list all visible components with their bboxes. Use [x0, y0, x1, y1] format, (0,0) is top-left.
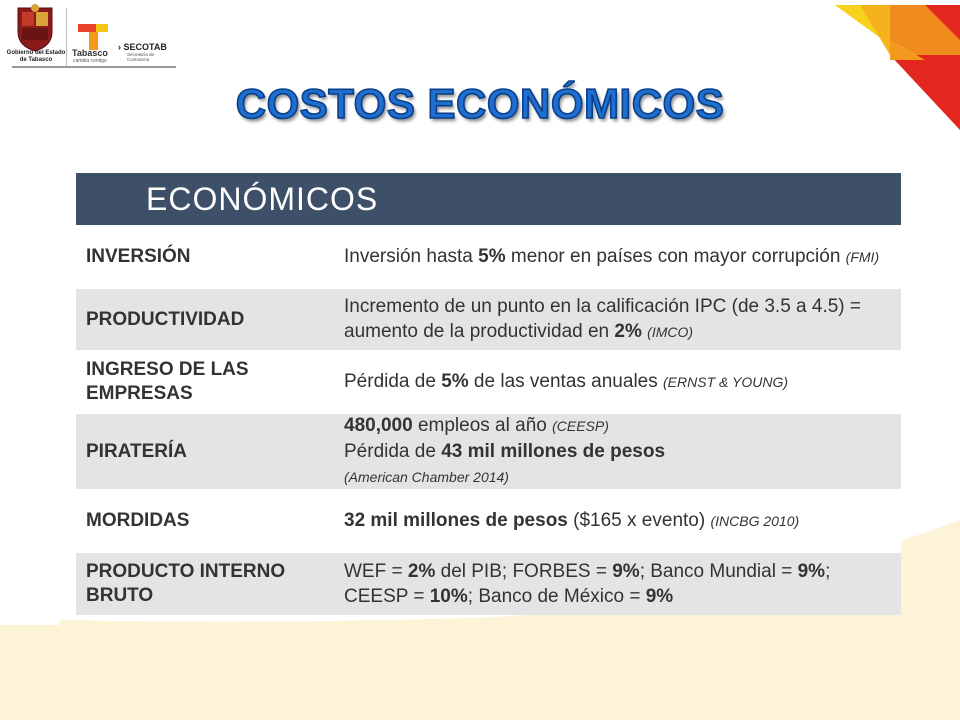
text-segment: ; Banco Mundial = — [639, 561, 798, 582]
secotab-subtitle: Secretaría de Contraloría — [127, 52, 155, 62]
bold-text: 32 mil millones de pesos — [344, 510, 568, 531]
description-paragraph — [344, 369, 891, 395]
logo-underline — [12, 66, 176, 68]
source-citation: (CEESP) — [552, 418, 609, 434]
bold-text: 9% — [797, 561, 826, 582]
bold-text: 43 mil millones de pesos — [441, 441, 666, 462]
source-citation: (INCBG 2010) — [710, 513, 800, 529]
source-citation: (IMCO) — [647, 324, 694, 340]
bold-text: 480,000 — [344, 415, 413, 436]
gobierno-caption: Gobierno del Estado de Tabasco — [6, 50, 66, 63]
logo-divider — [66, 8, 67, 66]
description-line — [344, 464, 891, 490]
row-label: MORDIDAS — [86, 510, 190, 531]
table-row — [76, 287, 901, 350]
text-segment: de las ventas anuales — [468, 371, 664, 392]
slide-title: COSTOS ECONÓMICOS — [235, 80, 725, 127]
bold-text: 9% — [645, 586, 674, 607]
text-segment: empleos al año — [412, 415, 553, 436]
row-label: PRODUCTO INTERNO BRUTO — [86, 561, 286, 606]
bold-text: 5% — [441, 371, 469, 392]
description-line — [344, 439, 891, 464]
bold-text: 9% — [612, 561, 640, 582]
table-row — [76, 489, 901, 551]
source-citation: (FMI) — [845, 249, 880, 265]
secotab-label: › SECOTAB — [118, 42, 167, 52]
text-segment: Incremento de un punto en la calificación IPC (de 3.5 a 4.5) = aumento de la productividad en — [344, 296, 862, 342]
text-segment: del PIB; FORBES = — [435, 561, 613, 582]
economic-costs-table — [76, 173, 901, 615]
row-description — [328, 352, 901, 412]
row-label: PIRATERÍA — [86, 440, 187, 462]
text-segment: ; Banco de México = — [467, 586, 646, 607]
description-line — [344, 413, 891, 439]
description-paragraph — [344, 244, 891, 270]
table-row — [76, 350, 901, 412]
bold-text: 2% — [614, 321, 642, 342]
text-segment: ; CEESP = — [344, 561, 831, 607]
table-row — [76, 551, 901, 615]
row-description — [328, 414, 901, 489]
description-paragraph — [344, 559, 891, 609]
coat-of-arms-icon — [14, 4, 56, 52]
table-header: ECONÓMICOS — [76, 173, 901, 225]
text-segment: WEF = — [344, 561, 408, 582]
secotab-text: SECOTAB — [123, 42, 167, 52]
row-description — [328, 227, 901, 287]
row-description — [328, 289, 901, 350]
description-paragraph — [344, 294, 891, 345]
tabasco-tagline: cambia contigo — [73, 58, 107, 64]
table-row — [76, 412, 901, 489]
source-citation: (American Chamber 2014) — [344, 469, 509, 485]
description-paragraph — [344, 508, 891, 534]
text-segment: Inversión hasta — [344, 246, 479, 267]
text-segment: Pérdida de — [344, 371, 442, 392]
row-description — [328, 553, 901, 615]
table-row — [76, 225, 901, 287]
row-label: PRODUCTIVIDAD — [86, 308, 245, 330]
bold-text: 10% — [429, 586, 468, 607]
text-segment: ($165 x evento) — [567, 510, 711, 531]
bold-text: 2% — [407, 561, 436, 582]
source-citation: (ERNST & YOUNG) — [663, 374, 788, 390]
header-logos — [6, 4, 176, 66]
text-segment: Pérdida de — [344, 441, 442, 462]
row-label: INVERSIÓN — [86, 246, 191, 267]
bold-text: 5% — [478, 246, 506, 267]
text-segment: menor en países con mayor corrupción — [505, 246, 846, 267]
row-label: INGRESO DE LAS EMPRESAS — [86, 359, 249, 404]
row-description — [328, 491, 901, 551]
tabasco-label: Tabasco — [72, 48, 108, 58]
